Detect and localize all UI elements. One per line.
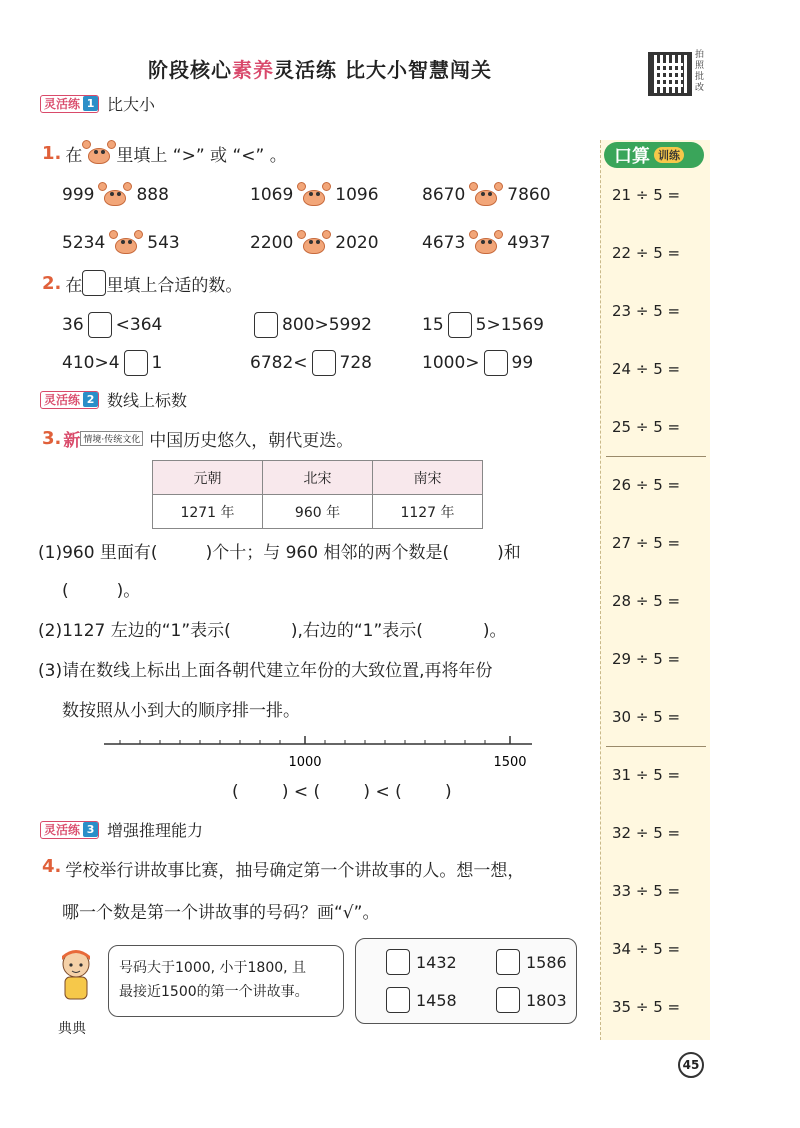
crab-icon	[297, 228, 331, 258]
axis-label-1500: 1500	[493, 755, 527, 770]
question-1: 1. 在 里填上 “>” 或 “<” 。	[42, 138, 287, 168]
qr-note: 拍照批改	[695, 50, 705, 93]
number-line[interactable]	[100, 736, 540, 776]
section-tag: 灵活练 3	[40, 821, 99, 839]
kid-avatar-icon	[52, 946, 100, 1010]
axis-label-1000: 1000	[288, 755, 322, 770]
oral-item[interactable]: 31 ÷ 5 =	[612, 766, 681, 784]
compare-item[interactable]: 8670 7860	[422, 180, 551, 210]
question-4-cont: 哪一个数是第一个讲故事的号码？画“√”。	[62, 903, 380, 923]
answer-box[interactable]	[254, 312, 278, 338]
fill-item: 36 <364	[62, 312, 162, 338]
compare-item[interactable]: 4673 4937	[422, 228, 551, 258]
answer-box	[82, 270, 106, 296]
kid-name: 典典	[58, 1021, 86, 1037]
context-badge: 情境·传统文化	[80, 431, 143, 446]
dynasty-table: 元朝 北宋 南宋 1271 年 960 年 1127 年	[152, 460, 483, 529]
option-1432[interactable]: 1432	[386, 949, 457, 975]
oral-item[interactable]: 29 ÷ 5 =	[612, 650, 681, 668]
oral-item[interactable]: 32 ÷ 5 =	[612, 824, 681, 842]
section-title: 数线上标数	[107, 391, 188, 410]
q3-part3: (3)请在数线上标出上面各朝代建立年份的大致位置,再将年份	[38, 661, 493, 681]
q3-part1-cont: ( )。	[62, 581, 141, 601]
q3-part3-cont: 数按照从小到大的顺序排一排。	[62, 701, 300, 721]
q3-part2: (2)1127 左边的“1”表示( ),右边的“1”表示( )。	[38, 621, 507, 641]
question-2: 2. 在 里填上合适的数。	[42, 270, 242, 296]
compare-item[interactable]: 5234 543	[62, 228, 180, 258]
question-4: 4. 学校举行讲故事比赛，抽号确定第一个讲故事的人。想一想，	[42, 856, 525, 881]
section-1-header	[40, 92, 155, 115]
answer-box[interactable]	[88, 312, 112, 338]
hint-bubble: 号码大于1000, 小于1800, 且 最接近1500的第一个讲故事。	[108, 945, 344, 1017]
crab-icon	[109, 228, 143, 258]
oral-header: 口算 训练	[604, 142, 704, 168]
fill-item: 800>5992	[250, 312, 372, 338]
page-title: 阶段核心素养灵活练 比大小智慧闯关	[148, 58, 492, 82]
oral-item[interactable]: 25 ÷ 5 =	[612, 418, 681, 436]
oral-item[interactable]: 28 ÷ 5 =	[612, 592, 681, 610]
fill-item: 15 5>1569	[422, 312, 544, 338]
crab-icon	[469, 228, 503, 258]
section-title: 比大小	[107, 95, 156, 114]
oral-item[interactable]: 24 ÷ 5 =	[612, 360, 681, 378]
section-3-header	[40, 818, 203, 841]
oral-item[interactable]: 35 ÷ 5 =	[612, 998, 681, 1016]
answer-box[interactable]	[124, 350, 148, 376]
section-tag: 灵活练 1	[40, 95, 99, 113]
oral-item[interactable]: 27 ÷ 5 =	[612, 534, 681, 552]
compare-item[interactable]: 999 888	[62, 180, 169, 210]
oral-item[interactable]: 21 ÷ 5 =	[612, 186, 681, 204]
fill-item: 1000> 99	[422, 350, 533, 376]
answer-box[interactable]	[484, 350, 508, 376]
answer-box[interactable]	[448, 312, 472, 338]
fill-item: 6782< 728	[250, 350, 372, 376]
crab-icon	[82, 138, 116, 168]
question-3: 3. 新 情境·传统文化 中国历史悠久，朝代更迭。	[42, 428, 354, 451]
divider	[606, 746, 706, 747]
oral-sidebar	[600, 140, 710, 1040]
section-2-header	[40, 388, 187, 411]
compare-item[interactable]: 1069 1096	[250, 180, 379, 210]
crab-icon	[98, 180, 132, 210]
fill-item: 410>4 1	[62, 350, 162, 376]
crab-icon	[469, 180, 503, 210]
page-number: 45	[678, 1052, 704, 1078]
q3-part1: (1)960 里面有( )个十；与 960 相邻的两个数是( )和	[38, 543, 521, 563]
oral-item[interactable]: 33 ÷ 5 =	[612, 882, 681, 900]
option-1803[interactable]: 1803	[496, 987, 567, 1013]
answer-box[interactable]	[312, 350, 336, 376]
oral-item[interactable]: 30 ÷ 5 =	[612, 708, 681, 726]
oral-item[interactable]: 22 ÷ 5 =	[612, 244, 681, 262]
order-blanks[interactable]: ( ) < ( ) < ( )	[232, 782, 452, 802]
compare-item[interactable]: 2200 2020	[250, 228, 379, 258]
oral-item[interactable]: 34 ÷ 5 =	[612, 940, 681, 958]
options-panel	[355, 938, 577, 1024]
option-1458[interactable]: 1458	[386, 987, 457, 1013]
crab-icon	[297, 180, 331, 210]
oral-item[interactable]: 23 ÷ 5 =	[612, 302, 681, 320]
divider	[606, 456, 706, 457]
section-tag: 灵活练 2	[40, 391, 99, 409]
section-title: 增强推理能力	[107, 821, 204, 840]
qr-code-icon[interactable]	[648, 52, 692, 96]
option-1586[interactable]: 1586	[496, 949, 567, 975]
oral-item[interactable]: 26 ÷ 5 =	[612, 476, 681, 494]
